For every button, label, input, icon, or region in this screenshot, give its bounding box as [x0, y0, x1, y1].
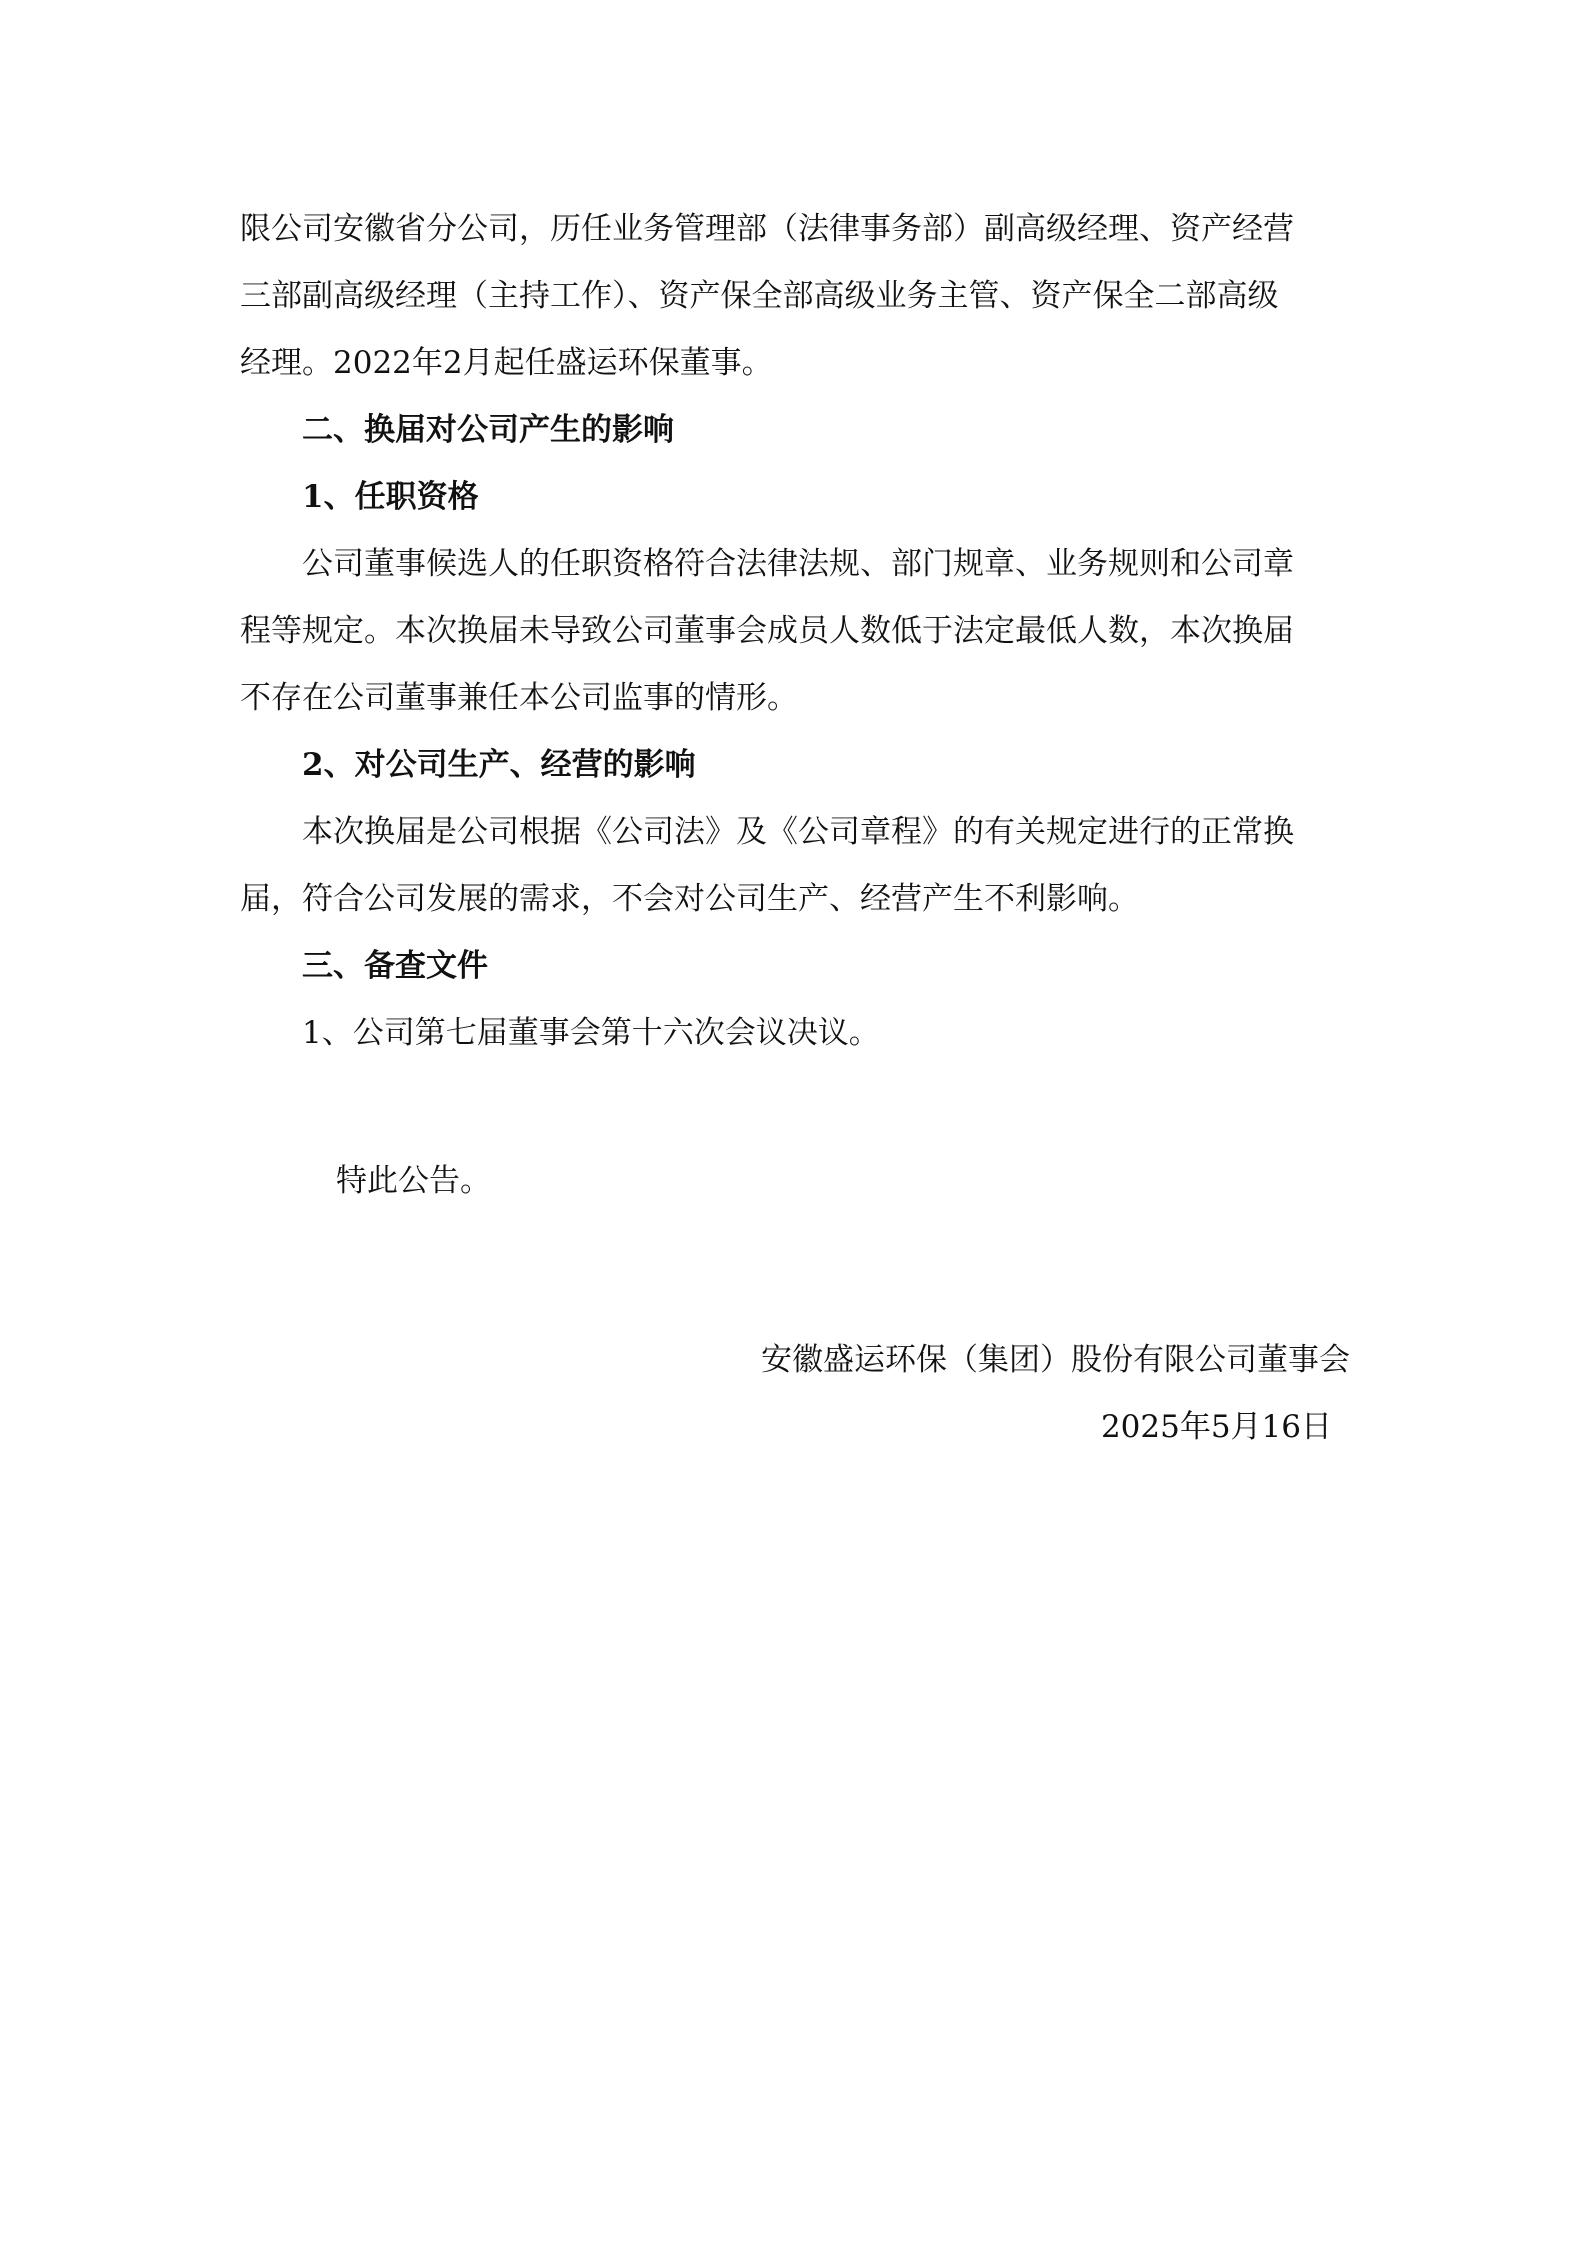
- section-2-sub-2-heading: 2、对公司生产、经营的影响: [302, 747, 696, 783]
- section-2-sub-1-paragraph: [240, 531, 1350, 732]
- sub2-line-1: 本次换届是公司根据《公司法》及《公司章程》的有关规定进行的正常换: [302, 814, 1294, 850]
- section-3-heading: 三、备查文件: [302, 948, 488, 984]
- closing-statement: 特此公告。: [336, 1163, 491, 1199]
- intro-paragraph: [240, 196, 1350, 397]
- reference-item-1: 1、公司第七届董事会第十六次会议决议。: [302, 1015, 880, 1051]
- section-2-sub-2-paragraph: [240, 799, 1350, 933]
- spacer: [240, 1067, 1350, 1148]
- signature-date: 2025年5月16日: [1100, 1409, 1332, 1445]
- sub1-line-3: 不存在公司董事兼任本公司监事的情形。: [240, 680, 798, 716]
- intro-line-1: 限公司安徽省分公司，历任业务管理部（法律事务部）副高级经理、资产经营: [240, 211, 1294, 247]
- signature-org: 安徽盛运环保（集团）股份有限公司董事会: [761, 1342, 1350, 1378]
- section-3-list: [240, 1000, 1350, 1067]
- spacer-2: [240, 1215, 1350, 1327]
- section-2-sub-1-heading: 1、任职资格: [302, 479, 479, 515]
- intro-line-2: 三部副高级经理（主持工作）、资产保全部高级业务主管、资产保全二部高级: [240, 278, 1279, 314]
- intro-line-3: 经理。2022年2月起任盛运环保董事。: [240, 345, 773, 381]
- sub1-line-2: 程等规定。本次换届未导致公司董事会成员人数低于法定最低人数，本次换届: [240, 613, 1294, 649]
- sub2-line-2: 届，符合公司发展的需求，不会对公司生产、经营产生不利影响。: [240, 881, 1139, 917]
- section-2-heading: 二、换届对公司产生的影响: [302, 412, 674, 448]
- signature-block: [240, 1327, 1350, 1461]
- sub1-line-1: 公司董事候选人的任职资格符合法律法规、部门规章、业务规则和公司章: [302, 546, 1294, 582]
- document-page: [240, 196, 1350, 1461]
